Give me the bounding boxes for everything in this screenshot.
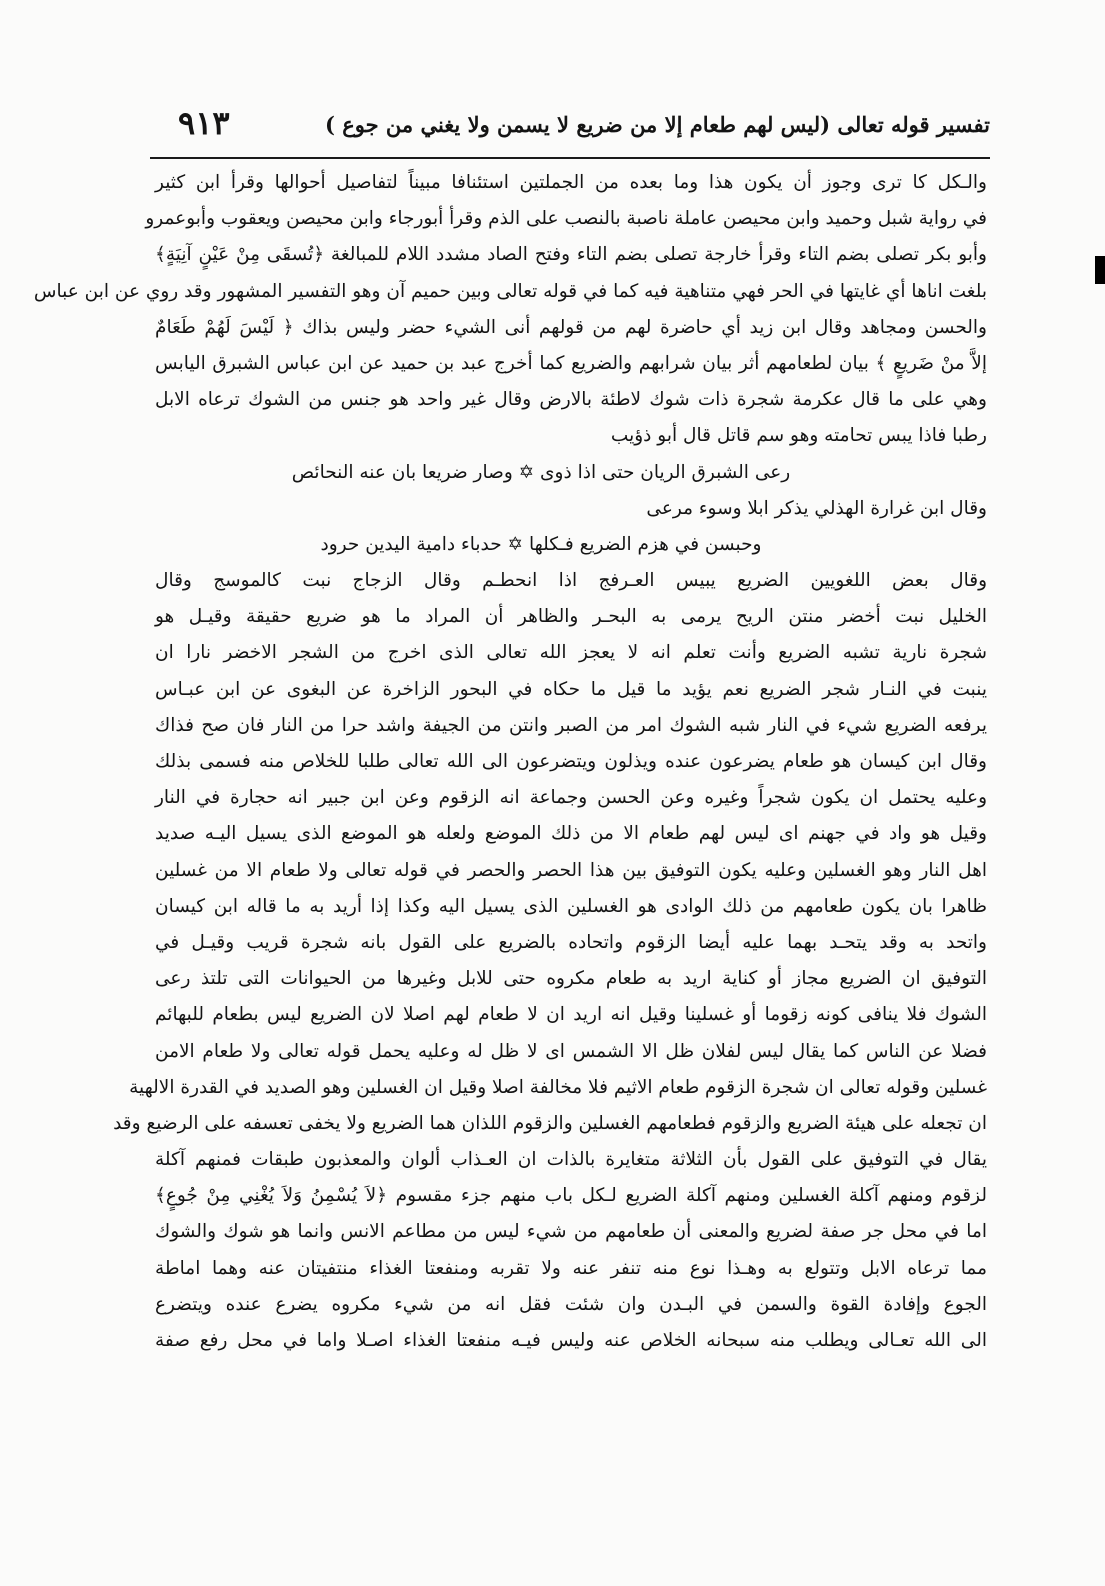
text-line: غسلين وقوله تعالى ان شجرة الزقوم طعام الاثيم فلا مخالفة اصلا وقيل ان الغسلين وهو الصديد في القدرة الالهية bbox=[129, 1076, 987, 1098]
text-line: الجوع وإفادة القوة والسمن في البـدن وان شئت فقل انه من شيء مكروه يضرع عنده ويتضرع bbox=[155, 1293, 987, 1315]
poetry-verse: وحبسن في هزم الضريع فـكلها ✡ حدباء دامية اليدين حرود bbox=[320, 533, 762, 555]
page-header bbox=[150, 104, 990, 156]
text-line: التوفيق ان الضريع مجاز أو كناية اريد به طعام مكروه حتى للابل وغيرها من الحيوانات التى تلتذ رعى bbox=[155, 968, 987, 990]
text-line: وقال بعض اللغويين الضريع يبيس العـرفج اذا انحطـم وقال الزجاج نبت كالموسج وقال bbox=[155, 570, 987, 592]
text-line: رطبا فاذا يبس تحامته وهو سم قاتل قال أبو ذؤيب bbox=[610, 425, 987, 447]
page-number: ۹۱۳ bbox=[178, 104, 230, 142]
text-line: ان تجعله على هيئة الضريع والزقوم فطعامهم الغسلين والزقوم اللذان هما الضريع ولا يخفى تعسفه على الرضيع وقد bbox=[113, 1112, 987, 1134]
poetry-verse: رعى الشبرق الريان حتى اذا ذوى ✡ وصار ضريعا بان عنه النحائص bbox=[291, 461, 791, 483]
text-line: وهي على ما قال عكرمة شجرة ذات شوك لاطئة بالارض وقال غير واحد هو جنس من الشوك ترعاه الابل bbox=[155, 389, 987, 411]
text-line: يقال في التوفيق على القول بأن الثلاثة متغايرة بالذات ان العـذاب ألوان والمعذبون طبقات فمنهم آكلة bbox=[155, 1149, 987, 1171]
text-line: وقال ابن غرارة الهذلي يذكر ابلا وسوء مرعى bbox=[646, 497, 987, 519]
body-text bbox=[33, 165, 987, 1359]
text-line: ينبت في النـار شجر الضريع نعم يؤيد ما قيل ما حكاه في البحور الزاخرة عن البغوى عن ابن عبـاس bbox=[155, 678, 987, 700]
text-line: فضلا عن الناس كما يقال ليس لفلان ظل الا الشمس اى لا ظل له وعليه يحمل قوله تعالى ولا طعام الامن bbox=[155, 1040, 987, 1062]
header-title: تفسير قوله تعالى (ليس لهم طعام إلا من ضريع لا يسمن ولا يغني من جوع ) bbox=[325, 112, 990, 137]
text-line: يرفعه الضريع شيء في النار شبه الشوك امر من الصبر وانتن من الجيفة واشد حرا من النار فان صح فذاك bbox=[155, 714, 987, 736]
text-line: بلغت اناها أي غايتها في الحر فهي متناهية فيه كما في قوله تعالى وبين حميم آن وهو التفسير المشهور وقد روي عن ابن عباس bbox=[33, 280, 987, 302]
text-line: شجرة نارية تشبه الضريع وأنت تعلم انه لا يعجز الله تعالى الذى اخرج من الشجر الاخضر نارا ان bbox=[155, 642, 987, 664]
text-line: وقيل هو واد في جهنم اى ليس لهم طعام الا من ذلك الموضع ولعله هو الموضع الذى يسيل اليـه صديد bbox=[155, 823, 987, 845]
header-rule bbox=[150, 157, 990, 159]
text-line: في رواية شبل وحميد وابن محيصن عاملة ناصبة بالنصب على الذم وقرأ أبورجاء وابن محيصن ويعقوب وأبوعمرو bbox=[145, 208, 987, 230]
text-line: مما ترعاه الابل وتتولع به وهـذا نوع منه تنفر عنه ولا تقربه ومنفعتا الغذاء منتفيتان عنه وهما اماطة bbox=[155, 1257, 987, 1279]
text-line: والـكل كا ترى وجوز أن يكون هذا وما بعده من الجملتين استئنافا مبيناً لتفاصيل أحوالها وقرأ ابن كثير bbox=[155, 172, 987, 193]
text-line: وقال ابن كيسان هو طعام يضرعون عنده ويذلون ويتضرعون الى الله تعالى طلبا للخلاص منه فسمى بذلك bbox=[155, 751, 987, 772]
text-line: إلاَّ منْ ضَريعٍ ﴾ بيان لطعامهم أثر بيان شرابهم والضريع كما أخرج عبد بن حميد عن ابن عباس الشبرق اليابس bbox=[155, 352, 987, 374]
text-line: والحسن ومجاهد وقال ابن زيد أي حاضرة لهم من قولهم أنى الشيء حضر وليس بذاك ﴿ لَيْسَ لَهُمْ طَعَامٌ bbox=[155, 316, 987, 338]
margin-mark bbox=[1095, 256, 1105, 284]
text-line: لزقوم ومنهم آكلة الغسلين ومنهم آكلة الضريع لـكل باب منهم جزء مقسوم ﴿لاَ يُسْمِنُ وَلاَ يُغْنِي مِنْ جُوعٍ﴾ bbox=[155, 1185, 987, 1207]
text-line: الخليل نبت أخضر منتن الريح يرمى به البحـر والظاهر أن المراد ما هو ضريع حقيقة وقيـل هو bbox=[155, 606, 987, 628]
text-line: اما في محل جر صفة لضريع والمعنى أن طعامهم من شيء ليس من مطاعم الانس وانما هو شوك والشوك bbox=[155, 1221, 987, 1243]
text-line: الى الله تعـالى ويطلب منه سبحانه الخلاص عنه وليس فيـه منفعتا الغذاء اصـلا واما في محل رفع صفة bbox=[155, 1330, 987, 1351]
text-line: واتحد به وقد يتحـد بهما عليه أيضا الزقوم واتحاده بالضريع على القول بانه شجرة قريب وقيـل في bbox=[155, 931, 987, 953]
text-line: ظاهرا بان يكون طعامهم من ذلك الوادى هو الغسلين الذى يسيل اليه وكذا إذا أريد به ما قاله ابن كيسان bbox=[155, 895, 987, 917]
text-line: الشوك فلا ينافى كونه زقوما أو غسلينا وقيل انه اريد ان لا طعام لهم اصلا لان الضريع ليس بطعام للبهائم bbox=[155, 1004, 987, 1026]
text-line: وعليه يحتمل ان يكون شجراً وغيره وعن الحسن وجماعة انه الزقوم وعن ابن جبير انه حجارة في النار bbox=[155, 787, 987, 809]
text-line: اهل النار وهو الغسلين وعليه يكون التوفيق بين هذا الحصر والحصر في قوله تعالى ولا طعام الا من غسلين bbox=[155, 859, 987, 881]
text-line: وأبو بكر تصلى بضم التاء وقرأ خارجة تصلى بضم التاء وفتح الصاد مشدد اللام للمبالغة ﴿تُسقَى مِنْ عَيْنٍ آنِيَةٍ﴾ bbox=[155, 244, 987, 266]
